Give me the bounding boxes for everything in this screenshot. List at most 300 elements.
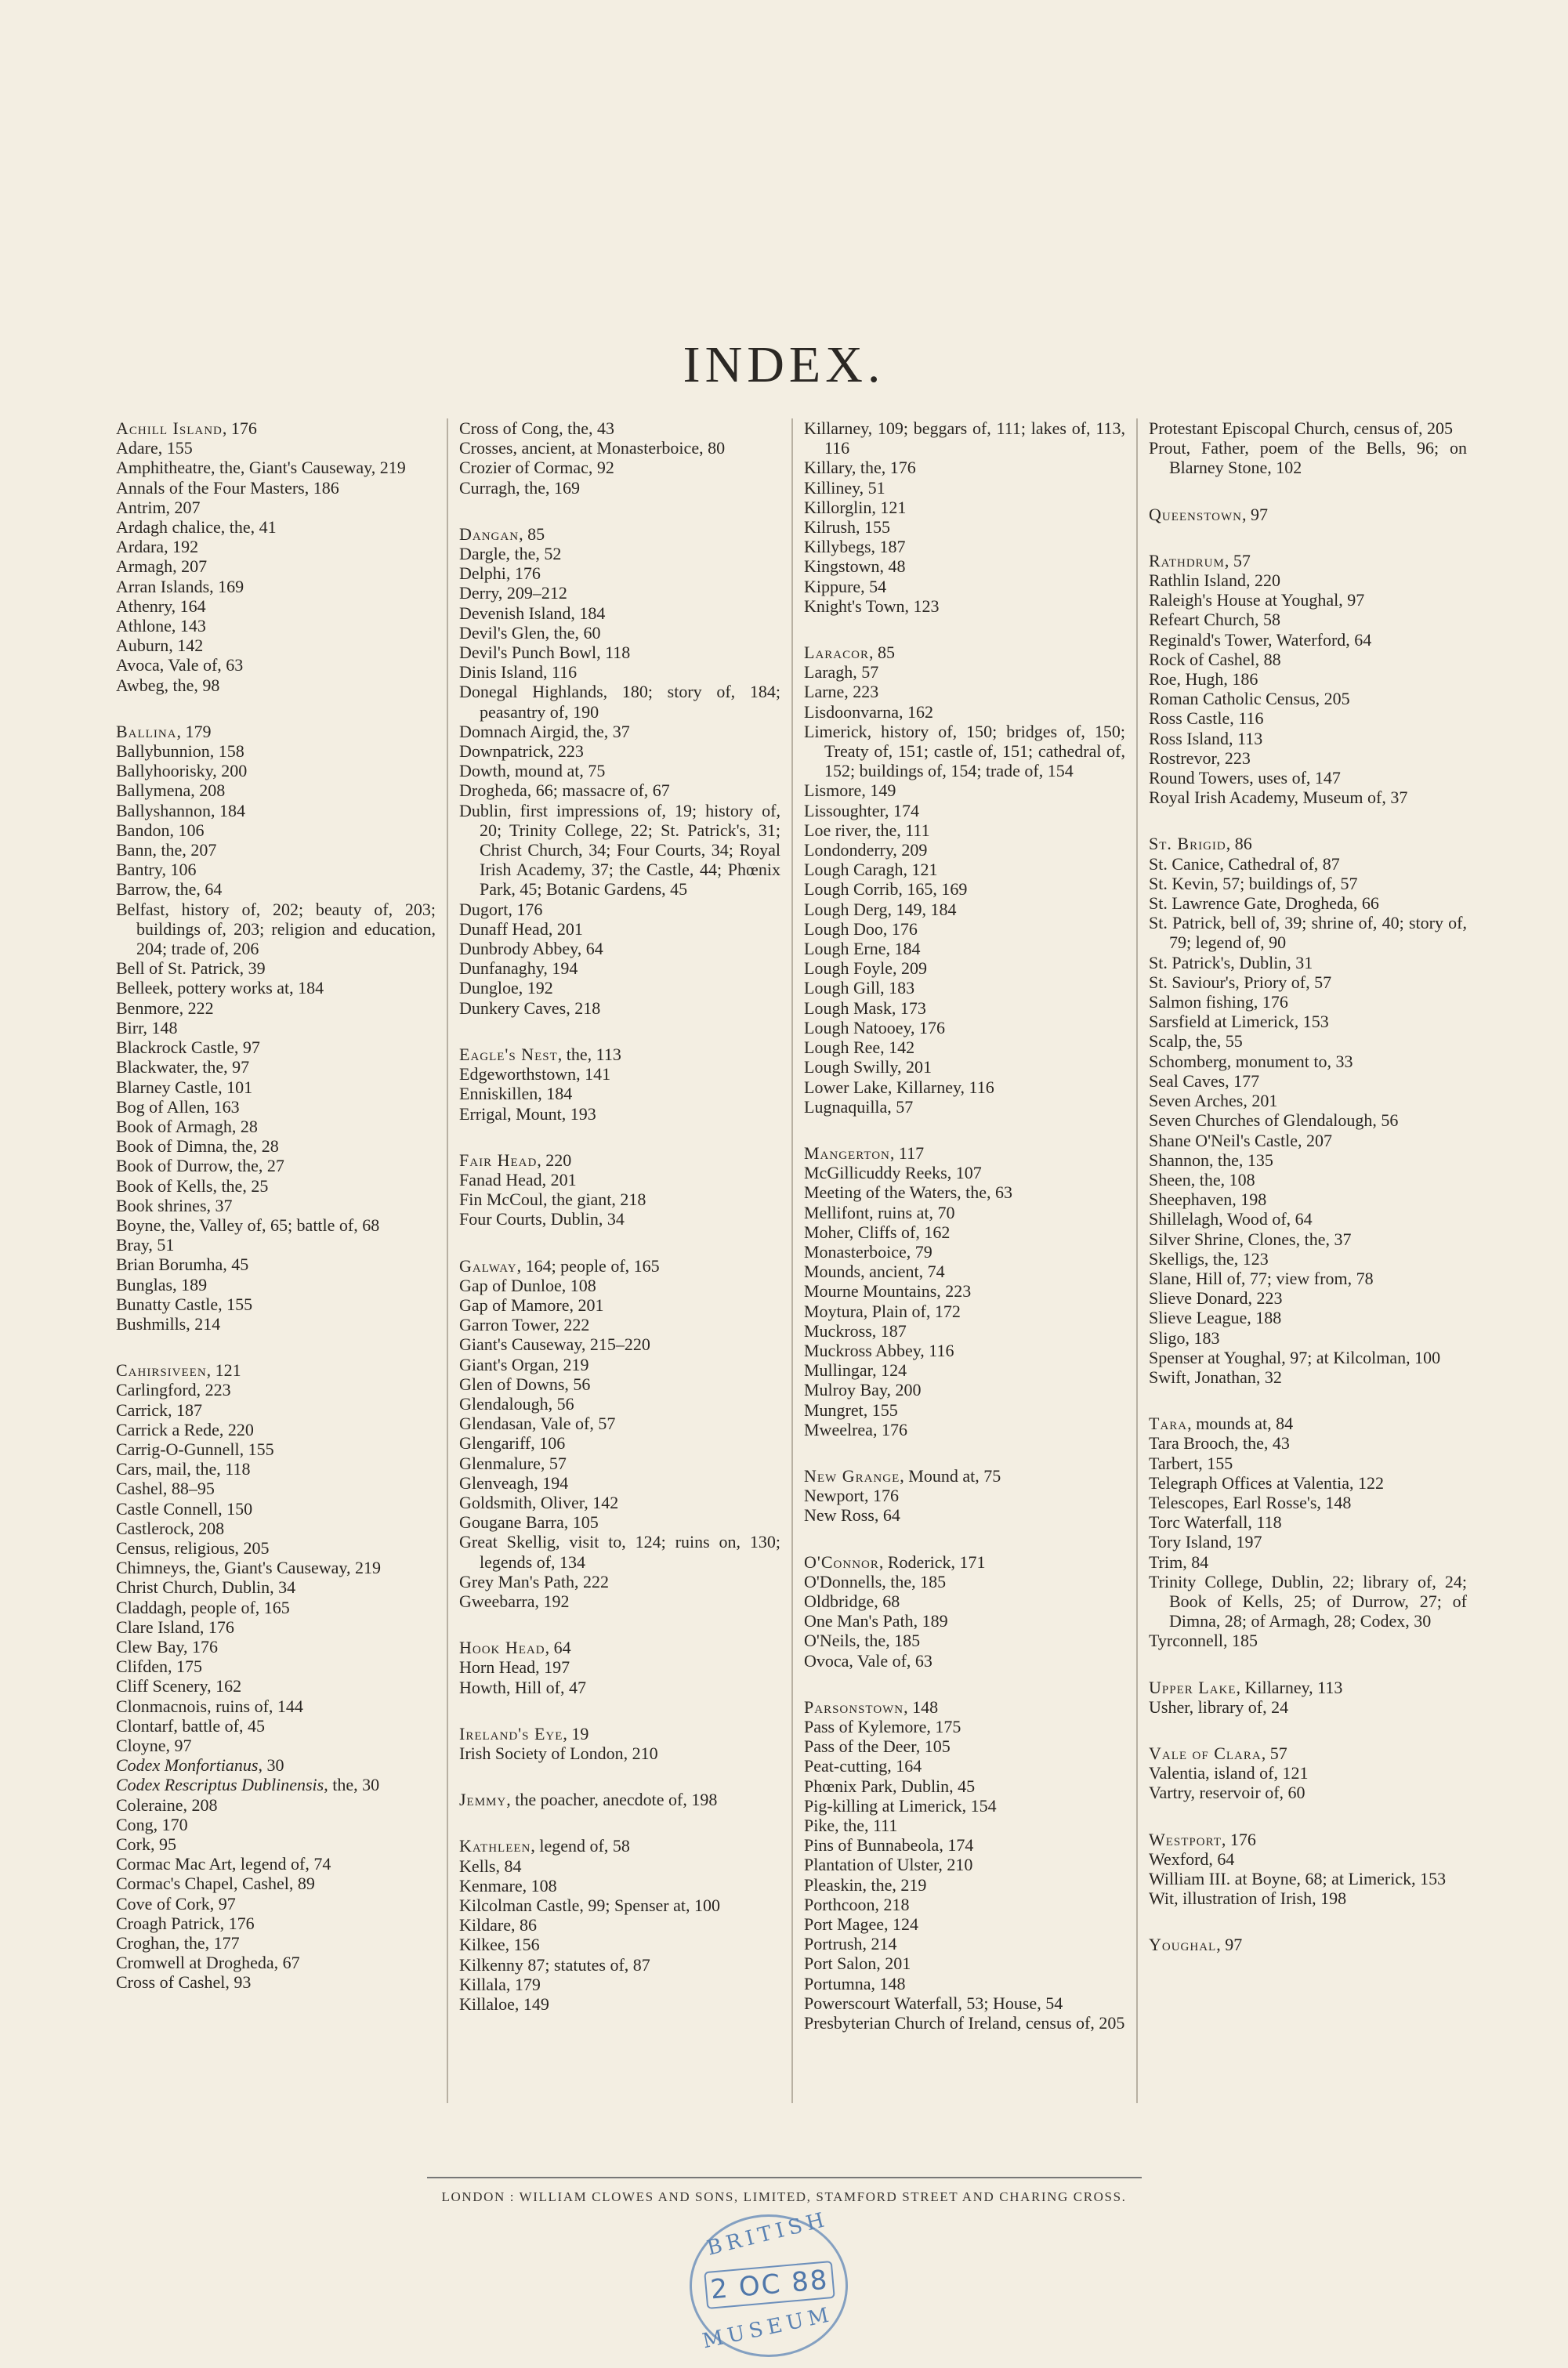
index-entry: Rostrevor, 223 (1149, 748, 1251, 768)
index-section (1149, 505, 1467, 524)
index-entry: Killiney, 51 (804, 477, 885, 498)
index-entry: Lough Erne, 184 (804, 939, 921, 959)
index-entry: Carrick, 187 (116, 1399, 202, 1420)
index-section (459, 1724, 780, 1763)
index-entry: Blackwater, the, 97 (116, 1057, 250, 1077)
index-entry: Pig-killing at Limerick, 154 (804, 1795, 997, 1816)
index-entry: Book of Kells, the, 25 (116, 1175, 269, 1196)
index-entry: Gweebarra, 192 (459, 1591, 570, 1611)
index-entry: Ballymena, 208 (116, 780, 226, 801)
index-entry: Cars, mail, the, 118 (116, 1459, 251, 1479)
index-section (1149, 1743, 1467, 1803)
index-column-3 (791, 418, 1136, 2103)
index-entry: Dugort, 176 (459, 899, 543, 919)
index-entry: Kingstown, 48 (804, 556, 906, 577)
index-entry: Horn Head, 197 (459, 1657, 570, 1678)
index-entry: Fin McCoul, the giant, 218 (459, 1189, 646, 1210)
index-entry: Lough Corrib, 165, 169 (804, 879, 968, 900)
index-entry: Wit, illustration of Irish, 198 (1149, 1888, 1347, 1909)
index-entry: Tarbert, 155 (1149, 1453, 1233, 1473)
index-entry: Usher, library of, 24 (1149, 1696, 1289, 1717)
index-entry: Limerick, history of, 150; bridges of, 150; Treaty of, 151; castle of, 151; cathedral of, 152; buildings of, 154; trade of, 154 (804, 721, 1125, 781)
index-entry: Edgeworthstown, 141 (459, 1064, 611, 1084)
index-entry: Trinity College, Dublin, 22; library of, 24; Book of Kells, 25; of Durrow, 27; of Dimna, 28; of Armagh, 28; Codex, 30 (1149, 1571, 1467, 1631)
printer-imprint: LONDON : WILLIAM CLOWES AND SONS, LIMITED, STAMFORD STREET AND CHARING CROSS. (441, 2189, 1127, 2204)
index-entry: Sheen, the, 108 (1149, 1169, 1255, 1189)
index-entry: Sligo, 183 (1149, 1327, 1220, 1348)
index-entry: Cross of Cong, the, 43 (459, 418, 614, 438)
index-column-4 (1136, 418, 1478, 2103)
index-entry: Slane, Hill of, 77; view from, 78 (1149, 1268, 1374, 1288)
index-entry: Seal Caves, 177 (1149, 1070, 1260, 1091)
index-entry: Castlerock, 208 (116, 1518, 225, 1538)
index-entry: Jemmy, the poacher, anecdote of, 198 (459, 1790, 718, 1810)
index-entry: Phœnix Park, Dublin, 45 (804, 1776, 976, 1796)
index-entry: Killaloe, 149 (459, 1994, 549, 2015)
index-entry: Killorglin, 121 (804, 497, 907, 517)
index-entry: Bunglas, 189 (116, 1274, 208, 1294)
index-section (804, 1466, 1125, 1526)
index-entry: Devil's Punch Bowl, 118 (459, 643, 631, 663)
index-entry: Killala, 179 (459, 1974, 541, 1994)
index-entry: Lissoughter, 174 (804, 800, 919, 820)
index-entry: Athlone, 143 (116, 616, 206, 636)
index-entry: Telescopes, Earl Rosse's, 148 (1149, 1492, 1352, 1512)
index-entry: Dunfanaghy, 194 (459, 958, 578, 979)
index-entry: Loe river, the, 111 (804, 820, 930, 840)
index-section (459, 524, 780, 1018)
index-entry: Schomberg, monument to, 33 (1149, 1051, 1353, 1071)
index-entry: Ross Castle, 116 (1149, 708, 1264, 729)
library-stamp (683, 2207, 853, 2359)
index-entry: McGillicuddy Reeks, 107 (804, 1163, 982, 1183)
index-entry: Irish Society of London, 210 (459, 1743, 658, 1763)
index-entry: Dargle, the, 52 (459, 544, 562, 564)
index-entry: Ballybunnion, 158 (116, 741, 244, 762)
index-entry: Cliff Scenery, 162 (116, 1676, 242, 1696)
index-entry: Annals of the Four Masters, 186 (116, 477, 339, 498)
index-entry: Ross Island, 113 (1149, 728, 1263, 748)
index-entry: Upper Lake, Killarney, 113 (1149, 1677, 1343, 1697)
index-entry: Four Courts, Dublin, 34 (459, 1209, 625, 1229)
index-entry: St. Brigid, 86 (1149, 834, 1252, 854)
index-entry: O'Neils, the, 185 (804, 1631, 921, 1651)
index-section (1149, 834, 1467, 1387)
index-entry: Cashel, 88–95 (116, 1479, 215, 1499)
index-entry: Cork, 95 (116, 1834, 176, 1855)
index-entry: Lower Lake, Killarney, 116 (804, 1077, 994, 1097)
index-entry: Skelligs, the, 123 (1149, 1248, 1269, 1269)
index-entry: Lough Doo, 176 (804, 918, 918, 939)
index-entry: Cromwell at Drogheda, 67 (116, 1953, 300, 1973)
index-entry: Killary, the, 176 (804, 458, 916, 478)
index-entry: Pass of the Deer, 105 (804, 1736, 951, 1757)
index-entry: Belfast, history of, 202; beauty of, 203; buildings of, 203; religion and education, 204; trade of, 206 (116, 899, 436, 959)
index-entry: Census, religious, 205 (116, 1537, 270, 1558)
index-entry: Shane O'Neil's Castle, 207 (1149, 1130, 1333, 1150)
index-entry: Port Salon, 201 (804, 1953, 911, 1974)
index-entry: Donegal Highlands, 180; story of, 184; peasantry of, 190 (459, 682, 780, 722)
index-entry: Shannon, the, 135 (1149, 1150, 1273, 1170)
index-entry: Parsonstown, 148 (804, 1696, 939, 1717)
index-entry: Royal Irish Academy, Museum of, 37 (1149, 788, 1408, 808)
index-entry: Bann, the, 207 (116, 840, 217, 860)
index-entry: Raleigh's House at Youghal, 97 (1149, 590, 1365, 610)
index-entry: Auburn, 142 (116, 635, 204, 656)
index-entry: Carlingford, 223 (116, 1380, 231, 1400)
index-section (804, 418, 1125, 616)
index-entry: Youghal, 97 (1149, 1935, 1243, 1955)
index-entry: Christ Church, Dublin, 34 (116, 1577, 296, 1598)
index-entry: Silver Shrine, Clones, the, 37 (1149, 1229, 1352, 1249)
stamp-date: 2 OC 88 (704, 2261, 835, 2309)
index-entry: Rathdrum, 57 (1149, 550, 1251, 570)
index-entry: Grey Man's Path, 222 (459, 1571, 609, 1591)
index-entry: Giant's Causeway, 215–220 (459, 1334, 650, 1355)
index-entry: Gougane Barra, 105 (459, 1512, 599, 1533)
index-section (804, 1143, 1125, 1439)
index-entry: Cong, 170 (116, 1814, 188, 1834)
index-entry: Dunbrody Abbey, 64 (459, 939, 603, 959)
index-entry: Awbeg, the, 98 (116, 675, 220, 695)
index-entry: Devil's Glen, the, 60 (459, 622, 601, 643)
index-entry: St. Kevin, 57; buildings of, 57 (1149, 873, 1358, 893)
index-entry: Ballyshannon, 184 (116, 800, 245, 820)
index-entry: Clontarf, battle of, 45 (116, 1715, 266, 1736)
index-section (459, 1790, 780, 1809)
index-entry: Crozier of Cormac, 92 (459, 458, 614, 478)
index-entry: Ovoca, Vale of, 63 (804, 1650, 932, 1671)
index-entry: Plantation of Ulster, 210 (804, 1855, 973, 1875)
index-entry: Book of Armagh, 28 (116, 1116, 258, 1136)
index-entry: Antrim, 207 (116, 497, 201, 517)
index-entry: Slieve League, 188 (1149, 1308, 1282, 1328)
index-entry: Salmon fishing, 176 (1149, 992, 1288, 1012)
index-entry: Dowth, mound at, 75 (459, 761, 606, 781)
index-entry: Pins of Bunnabeola, 174 (804, 1835, 974, 1856)
index-entry: O'Connor, Roderick, 171 (804, 1552, 986, 1572)
index-entry: Avoca, Vale of, 63 (116, 655, 244, 675)
index-entry: Reginald's Tower, Waterford, 64 (1149, 629, 1372, 650)
index-entry: Telegraph Offices at Valentia, 122 (1149, 1472, 1385, 1493)
index-entry: Glendasan, Vale of, 57 (459, 1414, 616, 1434)
index-entry: Devenish Island, 184 (459, 603, 606, 623)
index-entry: Monasterboice, 79 (804, 1241, 932, 1262)
index-entry: Curragh, the, 169 (459, 477, 580, 498)
index-entry: Derry, 209–212 (459, 583, 567, 603)
index-entry: Rathlin Island, 220 (1149, 570, 1281, 591)
index-entry: Carrig-O-Gunnell, 155 (116, 1439, 274, 1459)
index-entry: New Ross, 64 (804, 1505, 900, 1526)
index-entry: Cove of Cork, 97 (116, 1893, 236, 1914)
index-columns (114, 418, 1478, 2103)
index-entry: Tara, mounds at, 84 (1149, 1414, 1294, 1434)
index-entry: Larne, 223 (804, 682, 879, 702)
index-entry: Bandon, 106 (116, 820, 205, 840)
index-entry: Benmore, 222 (116, 998, 214, 1018)
index-entry: Glenmalure, 57 (459, 1453, 567, 1473)
index-entry: Spenser at Youghal, 97; at Kilcolman, 100 (1149, 1347, 1441, 1367)
index-section (1149, 551, 1467, 808)
index-entry: Londonderry, 209 (804, 840, 928, 860)
index-entry: New Grange, Mound at, 75 (804, 1465, 1001, 1486)
index-entry: Clew Bay, 176 (116, 1636, 218, 1657)
index-entry: Round Towers, uses of, 147 (1149, 768, 1341, 788)
index-entry: Shillelagh, Wood of, 64 (1149, 1209, 1313, 1229)
index-section (804, 1697, 1125, 2033)
index-entry: Moytura, Plain of, 172 (804, 1301, 961, 1321)
index-section (1149, 1935, 1467, 1954)
index-entry: Chimneys, the, Giant's Causeway, 219 (116, 1558, 381, 1578)
index-entry: Refeart Church, 58 (1149, 610, 1280, 630)
index-entry: Muckross, 187 (804, 1320, 907, 1341)
index-entry: Howth, Hill of, 47 (459, 1677, 586, 1697)
index-entry: Sarsfield at Limerick, 153 (1149, 1012, 1329, 1032)
index-entry: Mellifont, ruins at, 70 (804, 1202, 955, 1222)
index-entry: Lismore, 149 (804, 780, 896, 801)
index-entry: Westport, 176 (1149, 1829, 1256, 1849)
index-entry: Mungret, 155 (804, 1399, 898, 1420)
index-entry: Gap of Mamore, 201 (459, 1294, 604, 1315)
index-entry: St. Patrick, bell of, 39; shrine of, 40; story of, 79; legend of, 90 (1149, 913, 1467, 953)
index-section (459, 1836, 780, 2014)
index-section (1149, 1414, 1467, 1650)
index-entry: Pass of Kylemore, 175 (804, 1716, 961, 1736)
index-entry: Bunatty Castle, 155 (116, 1294, 253, 1314)
index-entry: Kells, 84 (459, 1856, 522, 1876)
index-entry: Clare Island, 176 (116, 1617, 234, 1637)
index-entry: Croghan, the, 177 (116, 1933, 240, 1953)
index-entry: Laragh, 57 (804, 662, 879, 683)
index-entry: Lough Swilly, 201 (804, 1057, 932, 1077)
index-entry: Amphitheatre, the, Giant's Causeway, 219 (116, 458, 406, 478)
index-entry: Ballyhoorisky, 200 (116, 761, 248, 781)
page-title: INDEX. (683, 336, 885, 393)
index-entry: Vartry, reservoir of, 60 (1149, 1783, 1305, 1803)
index-entry: Castle Connell, 150 (116, 1498, 253, 1519)
index-entry: Queenstown, 97 (1149, 504, 1268, 524)
index-entry: Lough Caragh, 121 (804, 860, 938, 880)
index-entry: Glenveagh, 194 (459, 1472, 569, 1493)
index-section (804, 1552, 1125, 1671)
index-entry: Kilkee, 156 (459, 1935, 540, 1955)
index-entry: Clifden, 175 (116, 1657, 202, 1677)
index-column-2 (447, 418, 791, 2103)
index-entry: Lough Gill, 183 (804, 978, 915, 998)
index-entry: Scalp, the, 55 (1149, 1031, 1243, 1052)
index-entry: Tyrconnell, 185 (1149, 1631, 1258, 1651)
index-entry: Valentia, island of, 121 (1149, 1763, 1309, 1783)
index-section (459, 1150, 780, 1229)
index-entry: Oldbridge, 68 (804, 1591, 900, 1611)
index-entry: Croagh Patrick, 176 (116, 1913, 255, 1933)
index-entry: Meeting of the Waters, the, 63 (804, 1182, 1013, 1203)
index-section (459, 418, 780, 498)
index-entry: St. Canice, Cathedral of, 87 (1149, 853, 1340, 874)
index-entry: Adare, 155 (116, 438, 193, 458)
index-entry: Seven Arches, 201 (1149, 1091, 1278, 1111)
index-entry: Glen of Downs, 56 (459, 1374, 591, 1394)
index-entry: Dinis Island, 116 (459, 662, 578, 683)
index-section (1149, 1830, 1467, 1909)
index-entry: Ardagh chalice, the, 41 (116, 517, 277, 538)
index-entry: Pleaskin, the, 219 (804, 1874, 927, 1895)
index-entry: Bell of St. Patrick, 39 (116, 958, 266, 979)
index-entry: Gap of Dunloe, 108 (459, 1275, 596, 1295)
index-entry: Codex Rescriptus Dublinensis, the, 30 (116, 1775, 380, 1795)
index-entry: Newport, 176 (804, 1486, 899, 1506)
index-entry: Fair Head, 220 (459, 1150, 572, 1170)
index-entry: Domnach Airgid, the, 37 (459, 721, 630, 741)
index-entry: Bray, 51 (116, 1235, 175, 1255)
index-entry: Lough Ree, 142 (804, 1037, 915, 1058)
index-entry: Mangerton, 117 (804, 1142, 925, 1163)
index-entry: Kilkenny 87; statutes of, 87 (459, 1954, 650, 1975)
index-entry: Roe, Hugh, 186 (1149, 669, 1258, 690)
index-entry: Drogheda, 66; massacre of, 67 (459, 780, 670, 801)
index-entry: Tara Brooch, the, 43 (1149, 1433, 1290, 1454)
index-entry: Giant's Organ, 219 (459, 1354, 589, 1374)
index-entry: Seven Churches of Glendalough, 56 (1149, 1110, 1399, 1131)
index-entry: Roman Catholic Census, 205 (1149, 689, 1350, 709)
index-entry: Brian Borumha, 45 (116, 1255, 249, 1275)
index-entry: Codex Monfortianus, 30 (116, 1755, 284, 1776)
index-entry: Belleek, pottery works at, 184 (116, 978, 324, 998)
index-entry: Lough Foyle, 209 (804, 958, 928, 979)
index-entry: Moher, Cliffs of, 162 (804, 1222, 951, 1242)
index-entry: Cahirsiveen, 121 (116, 1360, 241, 1381)
index-entry: Slieve Donard, 223 (1149, 1288, 1283, 1309)
index-entry: Athenry, 164 (116, 596, 206, 616)
index-entry: One Man's Path, 189 (804, 1611, 948, 1631)
index-entry: Lugnaquilla, 57 (804, 1096, 914, 1117)
index-entry: Protestant Episcopal Church, census of, 205 (1149, 418, 1453, 438)
index-entry: St. Patrick's, Dublin, 31 (1149, 952, 1313, 972)
index-entry: Mounds, ancient, 74 (804, 1262, 945, 1282)
index-entry: Book shrines, 37 (116, 1195, 233, 1215)
index-entry: Dungloe, 192 (459, 978, 553, 998)
index-entry: Lisdoonvarna, 162 (804, 701, 933, 722)
index-entry: Bushmills, 214 (116, 1313, 221, 1334)
index-entry: Dunkery Caves, 218 (459, 998, 601, 1018)
index-entry: Enniskillen, 184 (459, 1084, 573, 1104)
index-entry: Mullingar, 124 (804, 1360, 907, 1381)
index-entry: Porthcoon, 218 (804, 1894, 910, 1914)
index-entry: Mourne Mountains, 223 (804, 1281, 972, 1302)
index-entry: Great Skellig, visit to, 124; ruins on, 130; legends of, 134 (459, 1532, 780, 1572)
index-section (116, 722, 436, 1334)
index-section (1149, 1678, 1467, 1717)
index-entry: Laracor, 85 (804, 643, 895, 663)
footer-rule (427, 2177, 1142, 2178)
index-entry: Powerscourt Waterfall, 53; House, 54 (804, 1993, 1063, 2013)
index-entry: Carrick a Rede, 220 (116, 1419, 254, 1439)
index-entry: Dublin, first impressions of, 19; history of, 20; Trinity College, 22; St. Patrick's, 31; Christ Church, 34; Four Courts, 34; Royal Irish Academy, 37; the Castle, 44; Phœnix Park, 45; Botanic Gardens, 45 (459, 800, 780, 900)
index-entry: Lough Natooey, 176 (804, 1017, 946, 1037)
index-entry: Cormac Mac Art, legend of, 74 (116, 1854, 331, 1874)
index-section (459, 1638, 780, 1697)
index-entry: William III. at Boyne, 68; at Limerick, 153 (1149, 1869, 1447, 1888)
index-entry: Mulroy Bay, 200 (804, 1380, 922, 1400)
stamp-bottom-text: MUSEUM (700, 2302, 836, 2354)
index-entry: Cormac's Chapel, Cashel, 89 (116, 1874, 315, 1894)
index-entry: Arran Islands, 169 (116, 576, 244, 596)
index-entry: Wexford, 64 (1149, 1848, 1235, 1869)
index-section (1149, 418, 1467, 478)
index-entry: Killybegs, 187 (804, 537, 906, 557)
stamp-top-text: BRITISH (704, 2207, 831, 2261)
index-entry: Delphi, 176 (459, 563, 541, 584)
index-entry: Rock of Cashel, 88 (1149, 649, 1281, 669)
index-entry: Cross of Cashel, 93 (116, 1972, 252, 1993)
index-entry: Ballina, 179 (116, 721, 212, 741)
index-entry: Lough Mask, 173 (804, 998, 926, 1018)
index-entry: Glengariff, 106 (459, 1433, 566, 1454)
index-entry: Barrow, the, 64 (116, 879, 223, 900)
index-entry: Swift, Jonathan, 32 (1149, 1367, 1282, 1387)
index-entry: Mweelrea, 176 (804, 1419, 907, 1439)
index-entry: Kippure, 54 (804, 576, 887, 596)
index-entry: Boyne, the, Valley of, 65; battle of, 68 (116, 1215, 380, 1235)
index-entry: Errigal, Mount, 193 (459, 1103, 596, 1124)
index-entry: Achill Island, 176 (116, 418, 257, 438)
index-entry: Torc Waterfall, 118 (1149, 1512, 1282, 1533)
index-entry: Birr, 148 (116, 1017, 178, 1037)
index-entry: Muckross Abbey, 116 (804, 1340, 954, 1360)
index-entry: Garron Tower, 222 (459, 1315, 590, 1335)
index-entry: Armagh, 207 (116, 556, 208, 577)
index-entry: Kilcolman Castle, 99; Spenser at, 100 (459, 1895, 720, 1915)
index-entry: Bog of Allen, 163 (116, 1096, 240, 1117)
index-section (459, 1256, 780, 1612)
index-entry: Cloyne, 97 (116, 1736, 192, 1755)
index-entry: Vale of Clara, 57 (1149, 1743, 1287, 1763)
index-section (116, 1360, 436, 1993)
index-entry: Kathleen, legend of, 58 (459, 1836, 630, 1856)
index-entry: Portrush, 214 (804, 1934, 897, 1954)
index-entry: Galway, 164; people of, 165 (459, 1255, 660, 1276)
index-entry: Presbyterian Church of Ireland, census of, 205 (804, 2013, 1125, 2033)
index-entry: St. Saviour's, Priory of, 57 (1149, 972, 1332, 992)
index-entry: Book of Durrow, the, 27 (116, 1156, 284, 1176)
index-entry: Kilrush, 155 (804, 517, 890, 538)
index-entry: Lough Derg, 149, 184 (804, 899, 957, 919)
index-entry: Kildare, 86 (459, 1915, 537, 1935)
index-entry: Dangan, 85 (459, 523, 545, 544)
index-entry: Killarney, 109; beggars of, 111; lakes of, 113, 116 (804, 418, 1125, 458)
index-entry: Peat-cutting, 164 (804, 1756, 922, 1776)
index-column-1 (114, 418, 447, 2103)
index-entry: Port Magee, 124 (804, 1914, 919, 1935)
index-entry: Ardara, 192 (116, 537, 199, 557)
index-entry: Dunaff Head, 201 (459, 918, 583, 939)
index-entry: Trim, 84 (1149, 1552, 1209, 1572)
index-entry: St. Lawrence Gate, Drogheda, 66 (1149, 893, 1379, 914)
index-entry: Claddagh, people of, 165 (116, 1597, 290, 1617)
index-entry: Pike, the, 111 (804, 1816, 898, 1835)
index-section (116, 418, 436, 695)
index-entry: Coleraine, 208 (116, 1794, 218, 1815)
index-entry: Clonmacnois, ruins of, 144 (116, 1696, 303, 1716)
index-entry: Goldsmith, Oliver, 142 (459, 1492, 619, 1512)
index-entry: Kenmare, 108 (459, 1875, 557, 1895)
index-entry: Crosses, ancient, at Monasterboice, 80 (459, 438, 726, 458)
index-entry: Portumna, 148 (804, 1973, 906, 1993)
index-entry: Sheephaven, 198 (1149, 1189, 1267, 1210)
index-entry: Book of Dimna, the, 28 (116, 1136, 279, 1157)
index-section (804, 643, 1125, 1117)
index-entry: Blarney Castle, 101 (116, 1077, 253, 1097)
